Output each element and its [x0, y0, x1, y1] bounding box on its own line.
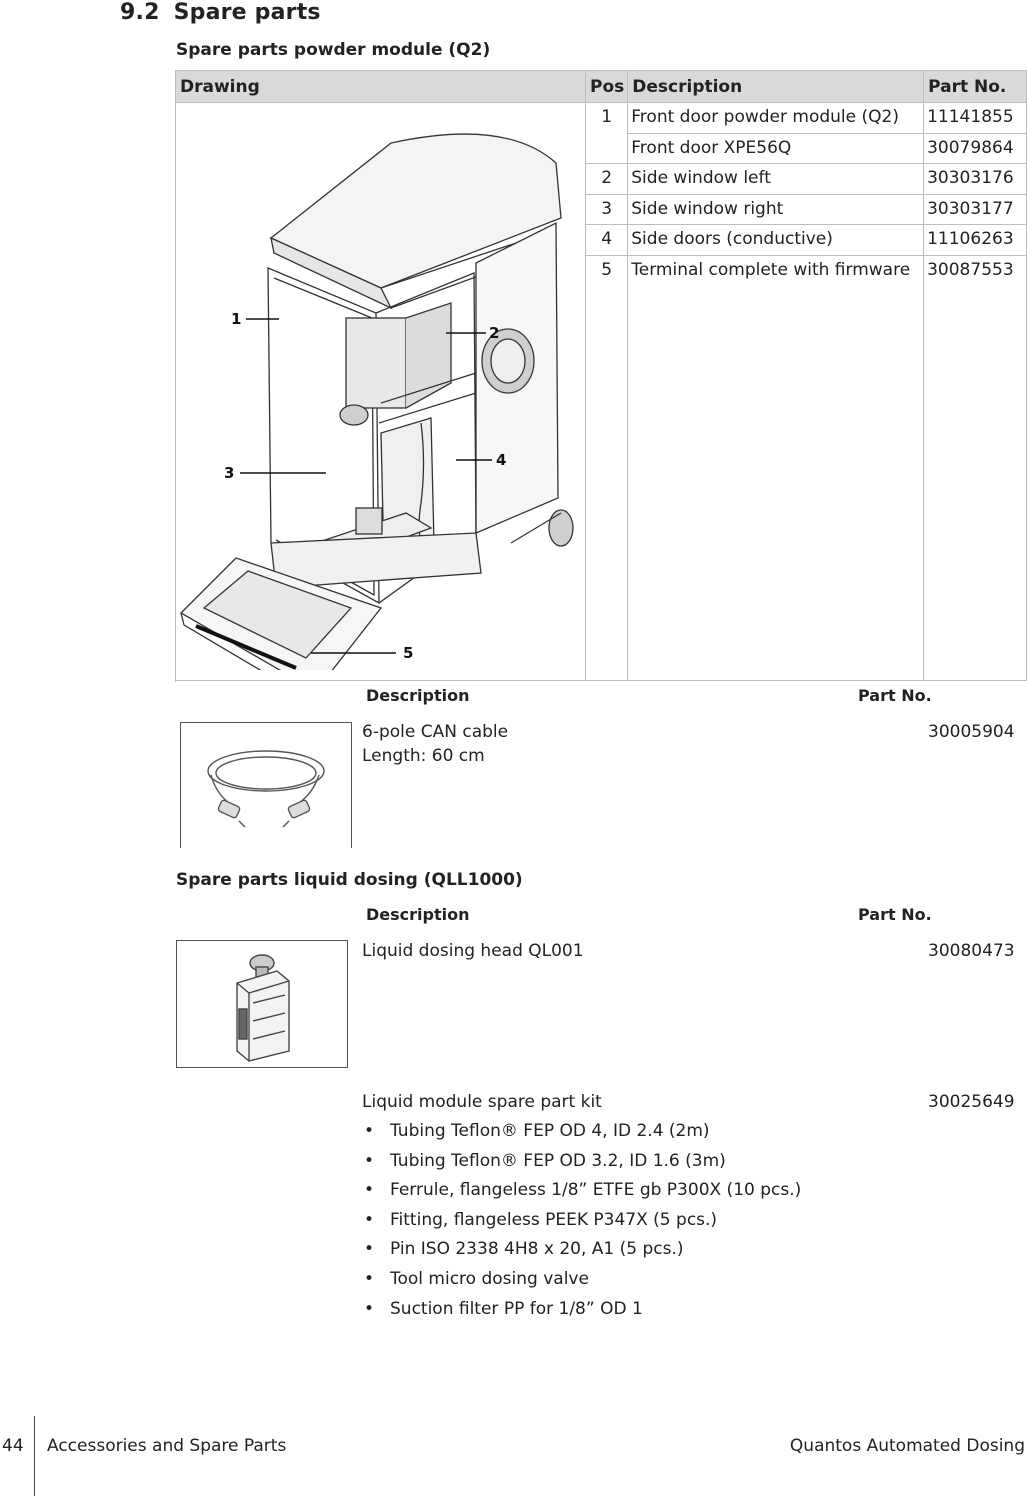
spare-kit-item-list [362, 1117, 962, 1324]
row-part-no: 11106263 [924, 225, 1027, 256]
row-description: Front door powder module (Q2) [628, 103, 924, 134]
footer-chapter: Accessories and Spare Parts [47, 1436, 287, 1456]
powder-module-drawing [176, 103, 585, 670]
header-description: Description [628, 71, 924, 103]
list-item: • Suction filter PP for 1/8” OD 1 [362, 1295, 962, 1325]
spare-kit-part-no: 30025649 [928, 1092, 1015, 1112]
row-part-no: 30087553 [924, 255, 1027, 680]
cable-part-no-header: Part No. [858, 686, 932, 705]
list-item: • Tubing Teflon® FEP OD 3.2, ID 1.6 (3m) [362, 1147, 962, 1177]
header-pos: Pos [586, 71, 628, 103]
drawing-cell [176, 103, 586, 681]
table-header-row [176, 71, 1027, 103]
cable-description-line1: 6-pole CAN cable [362, 722, 509, 742]
list-item: • Tool micro dosing valve [362, 1265, 962, 1295]
liquid-description-header: Description [366, 905, 470, 924]
row-pos: 4 [586, 225, 628, 256]
callout-2: 2 [489, 324, 500, 342]
section-heading [120, 0, 321, 25]
row-description: Front door XPE56Q [628, 133, 924, 164]
dosing-head-description: Liquid dosing head QL001 [362, 941, 584, 961]
row-pos: 2 [586, 164, 628, 195]
section-title: Spare parts [173, 0, 321, 25]
section-number: 9.2 [120, 0, 160, 25]
header-drawing: Drawing [176, 71, 586, 103]
row-description: Terminal complete with firmware [628, 255, 924, 680]
footer-product: Quantos Automated Dosing [789, 1436, 1025, 1456]
row-pos: 3 [586, 194, 628, 225]
liquid-dosing-heading: Spare parts liquid dosing (QLL1000) [176, 870, 523, 890]
cable-icon [181, 723, 351, 848]
list-item: • Ferrule, flangeless 1/8” ETFE gb P300X (10 pcs.) [362, 1176, 962, 1206]
row-description: Side doors (conductive) [628, 225, 924, 256]
powder-parts-table [175, 70, 1027, 681]
table-row [176, 103, 1027, 134]
row-part-no: 30303176 [924, 164, 1027, 195]
list-item: • Tubing Teflon® FEP OD 4, ID 2.4 (2m) [362, 1117, 962, 1147]
can-cable-image [180, 722, 352, 848]
dosing-head-icon [177, 941, 347, 1067]
spare-kit-description: Liquid module spare part kit [362, 1092, 602, 1112]
header-part-no: Part No. [924, 71, 1027, 103]
cable-part-no: 30005904 [928, 722, 1015, 742]
footer-divider [34, 1416, 35, 1496]
callout-3: 3 [224, 464, 235, 482]
row-part-no: 30079864 [924, 133, 1027, 164]
row-description: Side window left [628, 164, 924, 195]
callout-5: 5 [403, 644, 414, 662]
dosing-head-image [176, 940, 348, 1068]
list-item: • Pin ISO 2338 4H8 x 20, A1 (5 pcs.) [362, 1235, 962, 1265]
callout-1: 1 [231, 310, 242, 328]
cable-description-line2: Length: 60 cm [362, 746, 485, 766]
liquid-part-no-header: Part No. [858, 905, 932, 924]
row-description: Side window right [628, 194, 924, 225]
row-pos: 1 [586, 103, 628, 164]
row-part-no: 30303177 [924, 194, 1027, 225]
row-part-no: 11141855 [924, 103, 1027, 134]
list-item: • Fitting, flangeless PEEK P347X (5 pcs.) [362, 1206, 962, 1236]
row-pos: 5 [586, 255, 628, 680]
cable-description-header: Description [366, 686, 470, 705]
dosing-head-part-no: 30080473 [928, 941, 1015, 961]
powder-module-heading: Spare parts powder module (Q2) [176, 40, 491, 60]
footer-page-number: 44 [2, 1436, 24, 1456]
callout-4: 4 [496, 451, 507, 469]
